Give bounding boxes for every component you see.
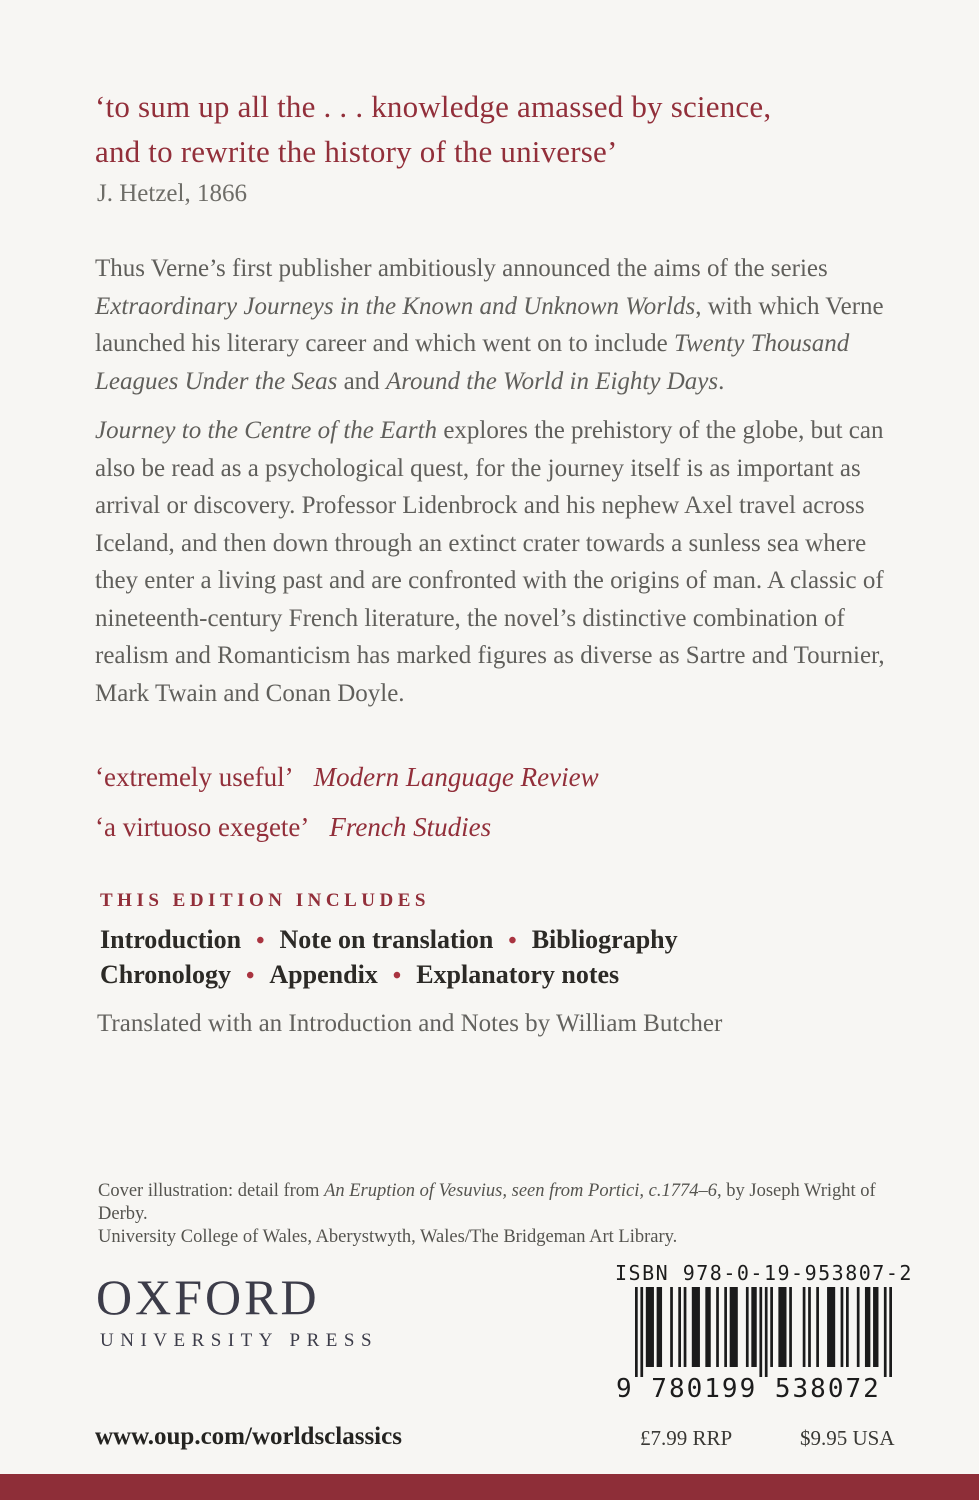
pull-quote-line1: ‘to sum up all the . . . knowledge amassed by science, (95, 89, 772, 124)
review-quote-1 (95, 762, 599, 793)
university-press-wordmark: UNIVERSITY PRESS (100, 1330, 379, 1351)
bullet-icon: • (392, 963, 402, 989)
review-quote-text: ‘extremely useful’ (95, 762, 294, 792)
barcode-icon (635, 1287, 892, 1384)
quote-attribution: J. Hetzel, 1866 (97, 180, 247, 207)
cover-credit-line1: Cover illustration: detail from An Eruption of Vesuvius, seen from Portici, c.1774–6, by Joseph Wright of Derby. (98, 1181, 876, 1224)
review-source: Modern Language Review (313, 762, 599, 792)
pull-quote (95, 84, 905, 174)
synopsis-paragraph-2: Journey to the Centre of the Earth explores the prehistory of the globe, but can also be read as a psychological quest, for the journey itself is as important as arrival or discovery. Professor Lidenbrock and his nephew Axel travel across Iceland, and then down through an extinct crater towards a sunless sea where they enter a living past and are confronted with the origins of man. A classic of nineteenth-century French literature, the novel’s distinctive combination of realism and Romanticism has marked figures as diverse as Sartre and Tournier, Mark Twain and Conan Doyle. (95, 417, 885, 707)
edition-item: Introduction (100, 925, 242, 954)
cover-credit (98, 1180, 888, 1249)
isbn-label: ISBN 978-0-19-953807-2 (615, 1261, 913, 1285)
review-quote-2 (95, 812, 491, 843)
edition-items-line1 (100, 925, 920, 955)
edition-item: Chronology (100, 960, 231, 989)
synopsis-paragraph-1: Thus Verne’s first publisher ambitiously announced the aims of the series Extraordinary Journeys in the Known and Unknown Worlds, with which Verne launched his literary career and which went on to include Twenty Thousand Leagues Under the Seas and Around the World in Eighty Days. (95, 255, 884, 395)
bottom-red-bar (0, 1474, 979, 1500)
oxford-wordmark: OXFORD (96, 1269, 320, 1325)
bullet-icon: • (508, 928, 517, 954)
site-url: www.oup.com/worldsclassics (95, 1423, 402, 1450)
edition-items-line2 (100, 960, 920, 990)
pull-quote-line2: and to rewrite the history of the universe’ (95, 134, 618, 169)
review-source: French Studies (329, 812, 492, 842)
cover-credit-line2: University College of Wales, Aberystwyth, Wales/The Bridgeman Art Library. (98, 1227, 678, 1247)
barcode-digits: 9 780199 538072 (616, 1374, 881, 1404)
edition-item: Explanatory notes (416, 960, 620, 989)
edition-item: Appendix (269, 960, 378, 989)
bullet-icon: • (246, 963, 255, 989)
translator-note: Translated with an Introduction and Notes by William Butcher (97, 1010, 723, 1037)
edition-heading: THIS EDITION INCLUDES (100, 890, 430, 911)
review-quote-text: ‘a virtuoso exegete’ (95, 812, 310, 842)
price-uk: £7.99 RRP (640, 1426, 733, 1450)
edition-item: Note on translation (279, 925, 494, 954)
price-us: $9.95 USA (800, 1426, 895, 1450)
edition-item: Bibliography (531, 925, 678, 954)
bullet-icon: • (256, 928, 265, 954)
